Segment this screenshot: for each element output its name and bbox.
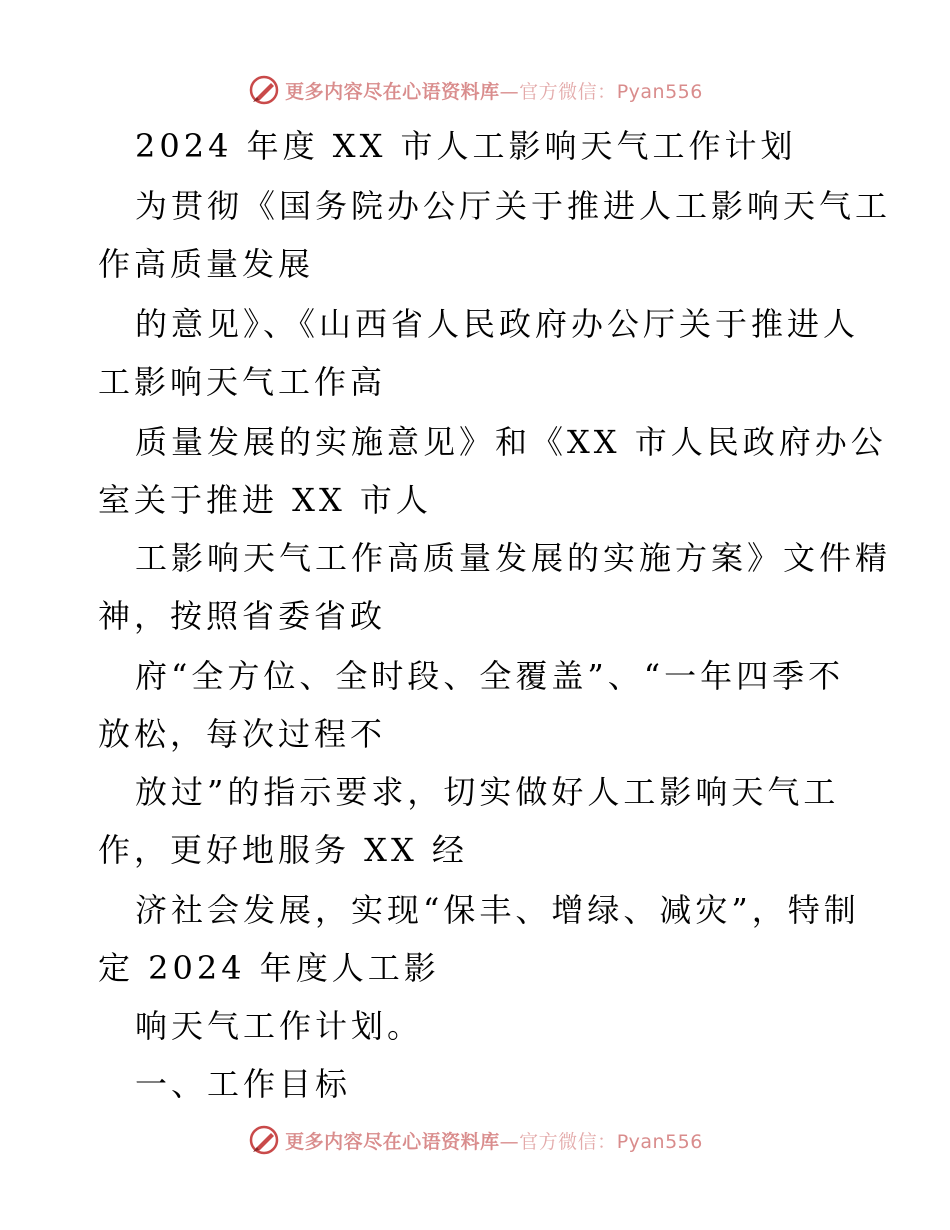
pen-quill-logo-icon bbox=[247, 73, 281, 107]
paragraph-line: 神，按照省委省政 bbox=[98, 597, 387, 635]
watermark-brand: 更多内容尽在心语资料库 bbox=[285, 80, 500, 103]
paragraph-line: 工影响天气工作高 bbox=[98, 363, 387, 401]
watermark-official-label: 官方微信： bbox=[519, 80, 617, 103]
paragraph-line: 的意见》、《山西省人民政府办公厅关于推进人 bbox=[135, 305, 860, 343]
watermark-dash: — bbox=[499, 80, 520, 103]
paragraph-line: 定 2024 年度人工影 bbox=[98, 949, 440, 987]
paragraph-line: 放松，每次过程不 bbox=[98, 715, 387, 753]
watermark-account: Pyan556 bbox=[616, 80, 703, 103]
watermark-official-label: 官方微信： bbox=[519, 1130, 617, 1153]
watermark-dash: — bbox=[499, 1130, 520, 1153]
paragraph-line: 放过”的指示要求，切实做好人工影响天气工 bbox=[135, 773, 840, 811]
pen-quill-logo-icon bbox=[247, 1123, 281, 1157]
paragraph-line: 济社会发展，实现“保丰、增绿、减灾”，特制 bbox=[135, 891, 860, 929]
watermark-text bbox=[285, 77, 703, 104]
paragraph-line: 响天气工作计划。 bbox=[135, 1007, 424, 1045]
paragraph-line: 室关于推进 XX 市人 bbox=[98, 481, 432, 519]
header-watermark bbox=[0, 70, 950, 110]
watermark-account: Pyan556 bbox=[616, 1130, 703, 1153]
paragraph-line: 府“全方位、全时段、全覆盖”、“一年四季不 bbox=[135, 657, 845, 695]
watermark-brand: 更多内容尽在心语资料库 bbox=[285, 1130, 500, 1153]
paragraph-line: 质量发展的实施意见》和《XX 市人民政府办公 bbox=[135, 423, 887, 461]
watermark-text bbox=[285, 1127, 703, 1154]
document-title: 2024 年度 XX 市人工影响天气工作计划 bbox=[135, 127, 797, 165]
paragraph-line: 为贯彻《国务院办公厅关于推进人工影响天气工 bbox=[135, 187, 892, 225]
paragraph-line: 作高质量发展 bbox=[98, 245, 315, 283]
footer-watermark bbox=[0, 1120, 950, 1160]
section-heading: 一、工作目标 bbox=[135, 1065, 352, 1103]
paragraph-line: 工影响天气工作高质量发展的实施方案》文件精 bbox=[135, 539, 892, 577]
paragraph-line: 作，更好地服务 XX 经 bbox=[98, 831, 468, 869]
